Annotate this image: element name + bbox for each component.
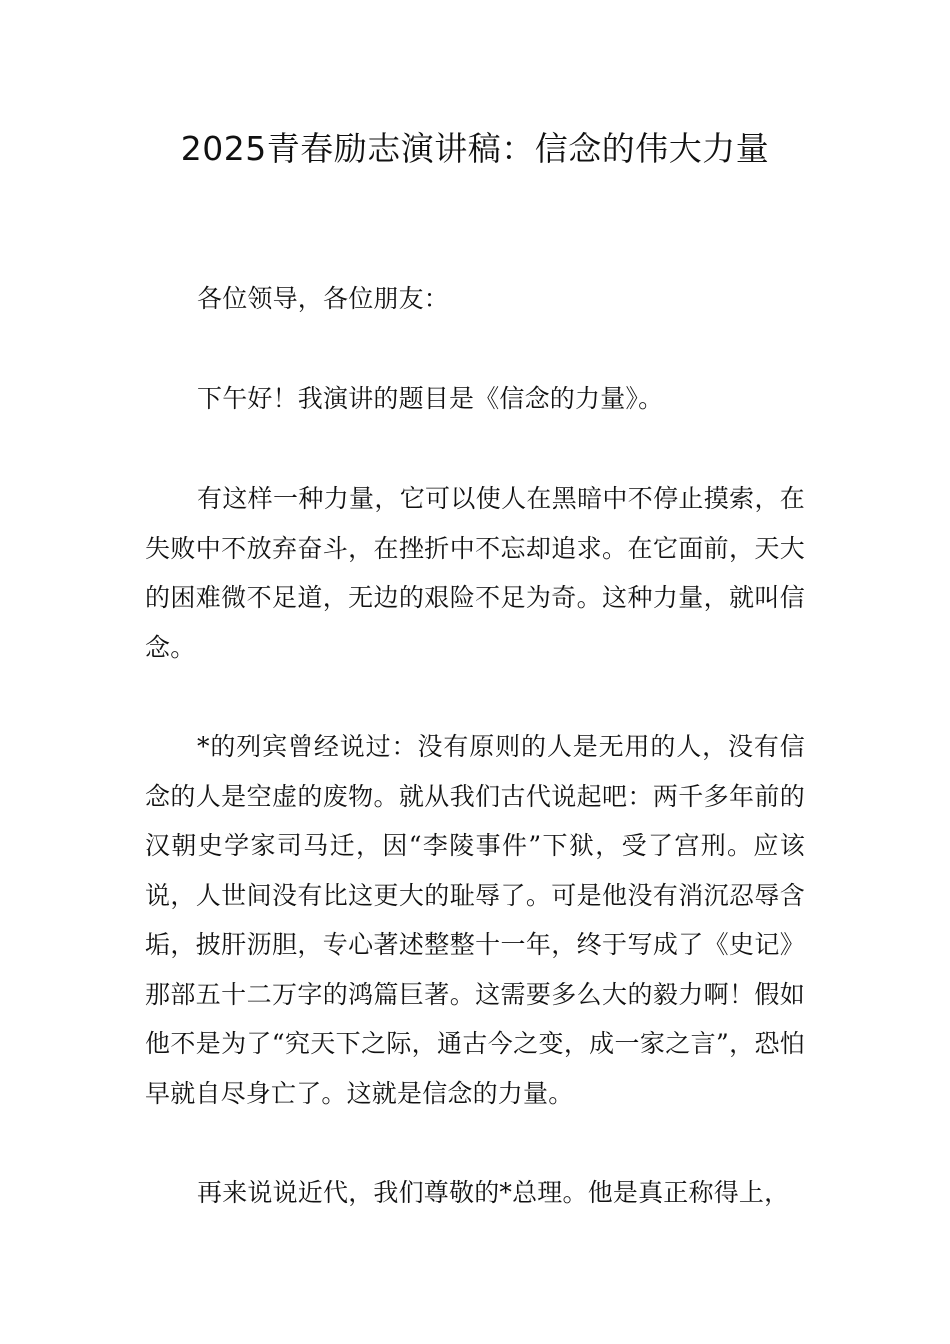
paragraph-definition: 有这样一种力量，它可以使人在黑暗中不停止摸索，在失败中不放弃奋斗，在挫折中不忘却追求。在它面前，天大的困难微不足道，无边的艰险不足为奇。这种力量，就叫信念。 xyxy=(145,484,805,662)
document-title: 2025青春励志演讲稿：信念的伟大力量 xyxy=(180,129,770,168)
paragraph-premier: 再来说说近代，我们尊敬的*总理。他是真正称得上， xyxy=(197,1178,790,1207)
paragraph-topic: 下午好！我演讲的题目是《信念的力量》。 xyxy=(197,384,664,413)
paragraph-greeting: 各位领导，各位朋友： xyxy=(197,284,450,313)
paragraph-sima-qian: *的列宾曾经说过：没有原则的人是无用的人，没有信念的人是空虚的废物。就从我们古代说起吧：两千多年前的汉朝史学家司马迁，因“李陵事件”下狱，受了宫刑。应该说，人世间没有比这更大的耻辱了。可是他没有消沉忍辱含垢，披肝沥胆，专心著述整整十一年，终于写成了《史记》那部五十二万字的鸿篇巨著。这需要多么大的毅力啊！假如他不是为了“究天下之际，通古今之变，成一家之言”，恐怕早就自尽身亡了。这就是信念的力量。 xyxy=(145,732,805,1108)
